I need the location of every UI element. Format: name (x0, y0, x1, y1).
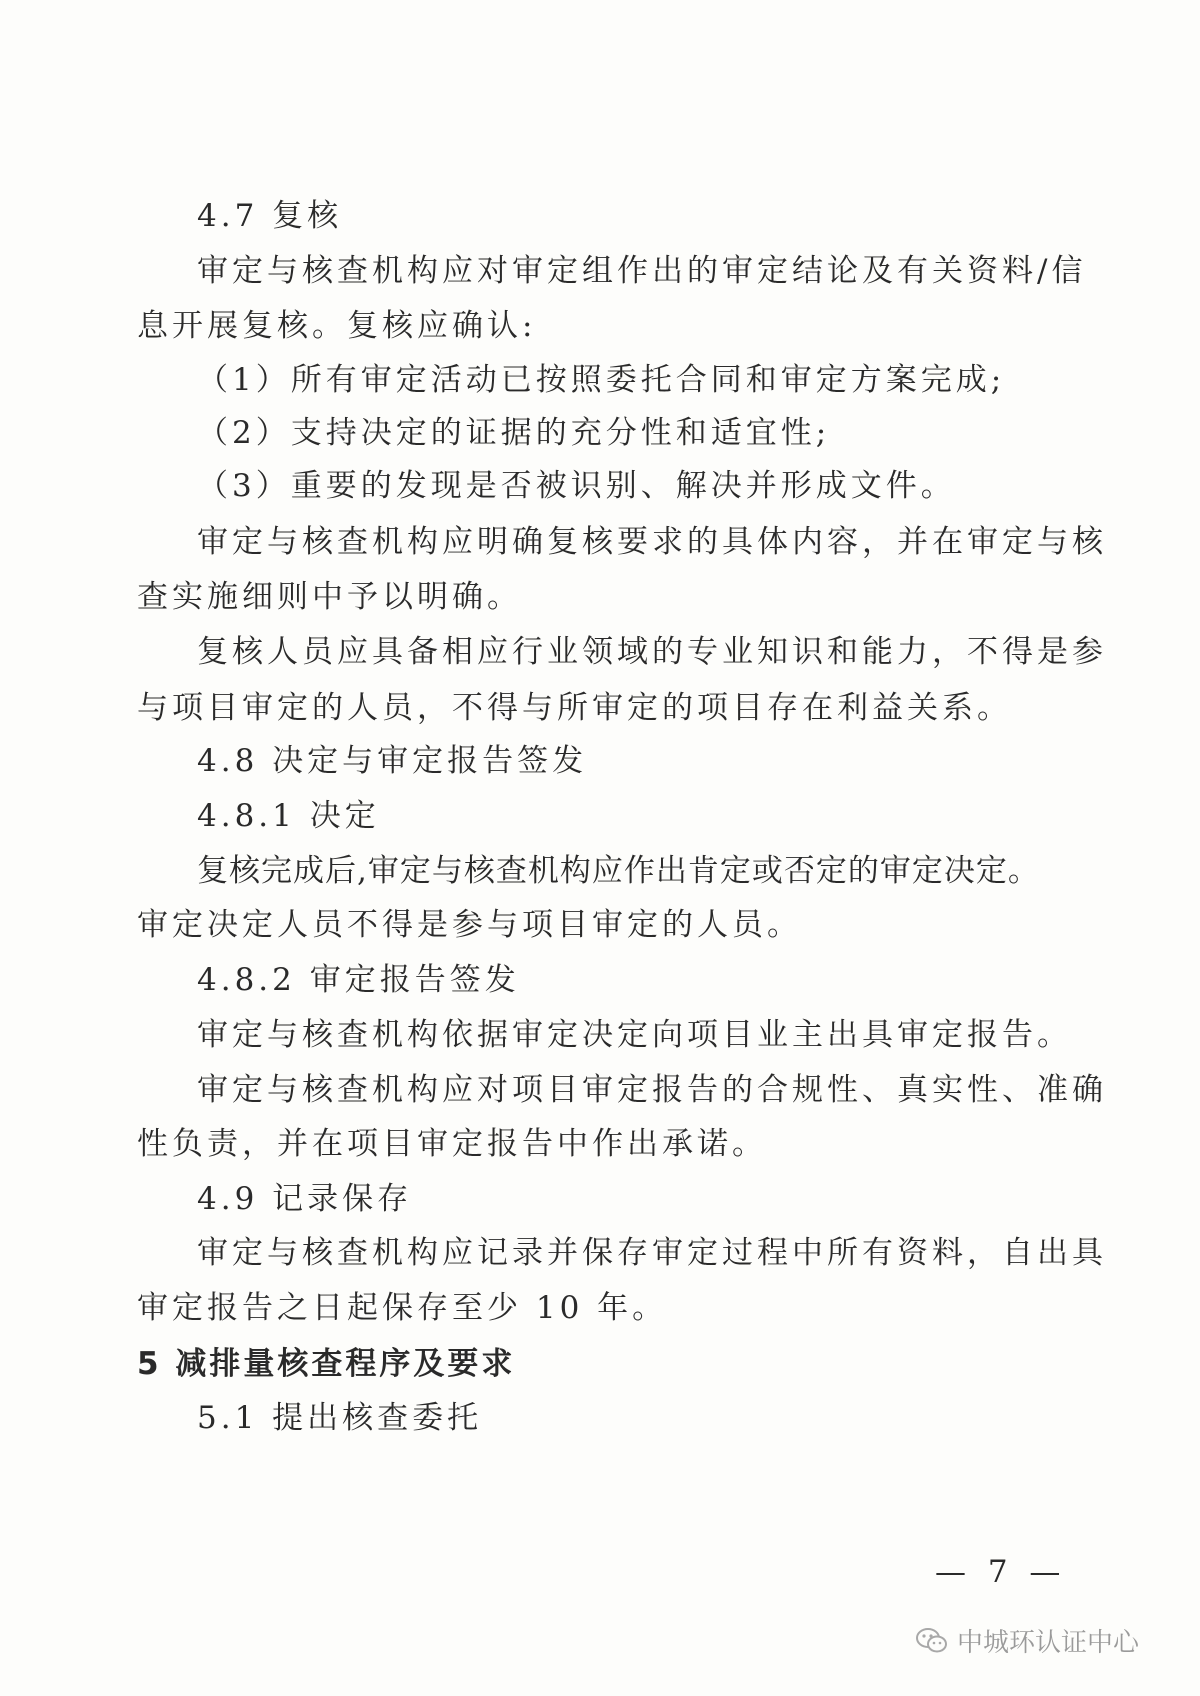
paragraph-line: 审定与核查机构应对项目审定报告的合规性、真实性、准确 (197, 1072, 1107, 1108)
paragraph-line: 息开展复核。复核应确认: (137, 308, 537, 344)
page-number: — 7 — (935, 1554, 1067, 1590)
paragraph-line: 审定报告之日起保存至少 10 年。 (137, 1290, 668, 1326)
paragraph-line: 审定决定人员不得是参与项目审定的人员。 (137, 907, 802, 943)
list-item: （3）重要的发现是否被识别、解决并形成文件。 (197, 468, 956, 504)
section-heading-4-9: 4.9 记录保存 (197, 1181, 413, 1217)
paragraph-line: 审定与核查机构应记录并保存审定过程中所有资料，自出具 (197, 1235, 1107, 1271)
section-heading-5-1: 5.1 提出核查委托 (197, 1400, 483, 1436)
paragraph-line: 审定与核查机构应明确复核要求的具体内容，并在审定与核 (197, 524, 1107, 560)
section-heading-4-8-2: 4.8.2 审定报告签发 (197, 962, 520, 998)
paragraph-line: 审定与核查机构依据审定决定向项目业主出具审定报告。 (197, 1017, 1072, 1053)
watermark-text: 中城环认证中心 (957, 1628, 1140, 1658)
list-item: （1）所有审定活动已按照委托合同和审定方案完成; (197, 362, 1006, 398)
section-heading-5: 5 减排量核查程序及要求 (137, 1346, 516, 1382)
paragraph-line: 复核完成后,审定与核查机构应作出肯定或否定的审定决定。 (197, 853, 1040, 889)
section-heading-4-8-1: 4.8.1 决定 (197, 798, 380, 834)
list-item: （2）支持决定的证据的充分性和适宜性; (197, 415, 831, 451)
paragraph-line: 与项目审定的人员，不得与所审定的项目存在利益关系。 (137, 690, 1012, 726)
paragraph-line: 审定与核查机构应对审定组作出的审定结论及有关资料/信 (197, 253, 1087, 289)
section-heading-4-7: 4.7 复核 (197, 198, 343, 234)
paragraph-line: 查实施细则中予以明确。 (137, 579, 522, 615)
paragraph-line: 复核人员应具备相应行业领域的专业知识和能力，不得是参 (197, 634, 1107, 670)
paragraph-line: 性负责，并在项目审定报告中作出承诺。 (137, 1126, 767, 1162)
section-heading-4-8: 4.8 决定与审定报告签发 (197, 743, 588, 779)
wechat-icon (915, 1626, 949, 1656)
watermark (915, 1622, 1139, 1659)
